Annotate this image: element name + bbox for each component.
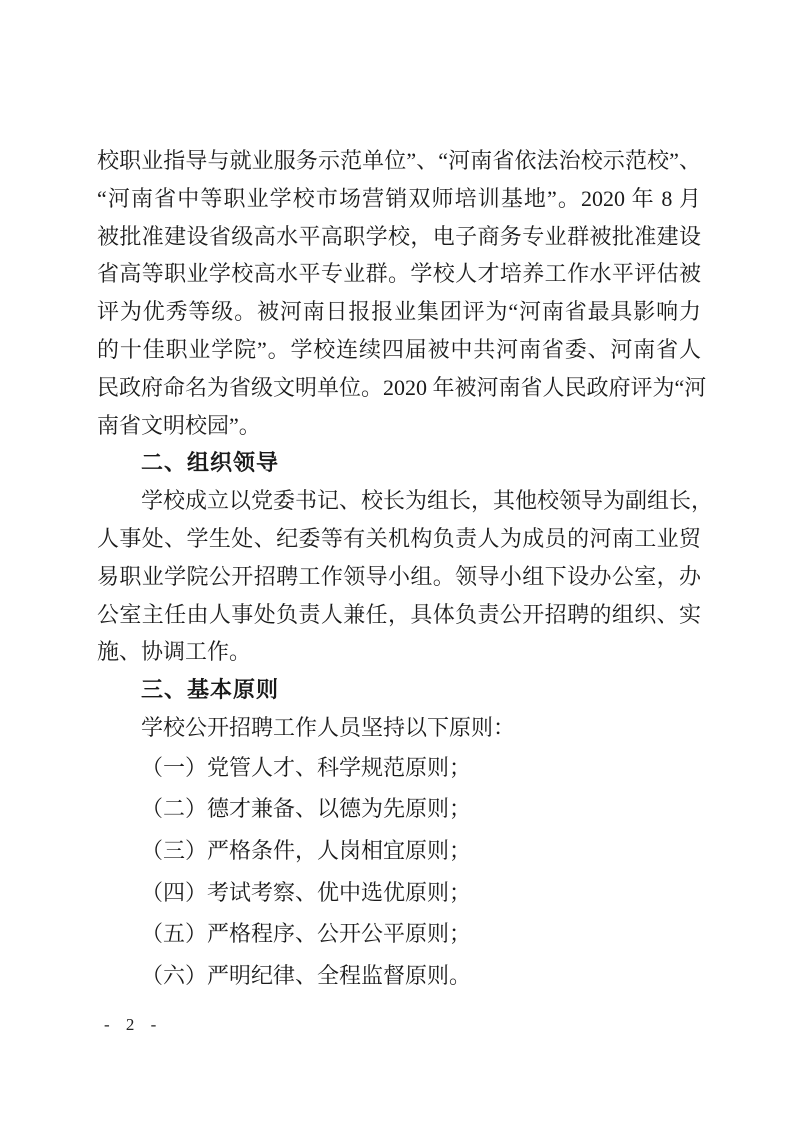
page-number: - 2 - bbox=[104, 1015, 163, 1034]
paragraph-line: 学校成立以党委书记、校长为组长，其他校领导为副组长， bbox=[141, 488, 714, 514]
principle-item: （六）严明纪律、全程监督原则。 bbox=[141, 962, 472, 988]
paragraph-line: 人事处、学生处、纪委等有关机构负责人为成员的河南工业贸 bbox=[97, 525, 701, 551]
continuation-paragraph bbox=[97, 142, 707, 444]
section-heading-basic-principles: 三、基本原则 bbox=[141, 677, 280, 703]
principle-item: （五）严格程序、公开公平原则； bbox=[141, 921, 472, 947]
paragraph-line: 省高等职业学校高水平专业群。学校人才培养工作水平评估被 bbox=[97, 261, 701, 287]
principle-item: （四）考试考察、优中选优原则； bbox=[141, 879, 472, 905]
paragraph-line: “河南省中等职业学校市场营销双师培训基地”。2020 年 8 月 bbox=[97, 185, 701, 211]
principle-item: （二）德才兼备、以德为先原则； bbox=[141, 796, 472, 822]
paragraph-line: 民政府命名为省级文明单位。2020 年被河南省人民政府评为“河 bbox=[97, 374, 707, 400]
paragraph-line: 公室主任由人事处负责人兼任，具体负责公开招聘的组织、实 bbox=[97, 601, 701, 627]
principles-list bbox=[97, 747, 701, 997]
paragraph-line: 易职业学院公开招聘工作领导小组。领导小组下设办公室，办 bbox=[97, 563, 701, 589]
paragraph-line: 的十佳职业学院”。学校连续四届被中共河南省委、河南省人 bbox=[97, 336, 701, 362]
principle-item: （一）党管人才、科学规范原则； bbox=[141, 754, 472, 780]
paragraph-line: 校职业指导与就业服务示范单位”、“河南省依法治校示范校”、 bbox=[97, 148, 701, 173]
paragraph-line: 施、协调工作。 bbox=[97, 639, 252, 665]
paragraph-line: 评为优秀等级。被河南日报报业集团评为“河南省最具影响力 bbox=[97, 299, 701, 325]
principles-intro: 学校公开招聘工作人员坚持以下原则： bbox=[141, 714, 516, 740]
principle-item: （三）严格条件，人岗相宜原则； bbox=[141, 837, 472, 863]
paragraph-line: 南省文明校园”。 bbox=[97, 412, 261, 438]
section-heading-organization-leadership: 二、组织领导 bbox=[141, 450, 280, 476]
document-body bbox=[97, 142, 714, 996]
organization-paragraph bbox=[97, 482, 714, 671]
paragraph-line: 被批准建设省级高水平高职学校，电子商务专业群被批准建设 bbox=[97, 223, 701, 249]
